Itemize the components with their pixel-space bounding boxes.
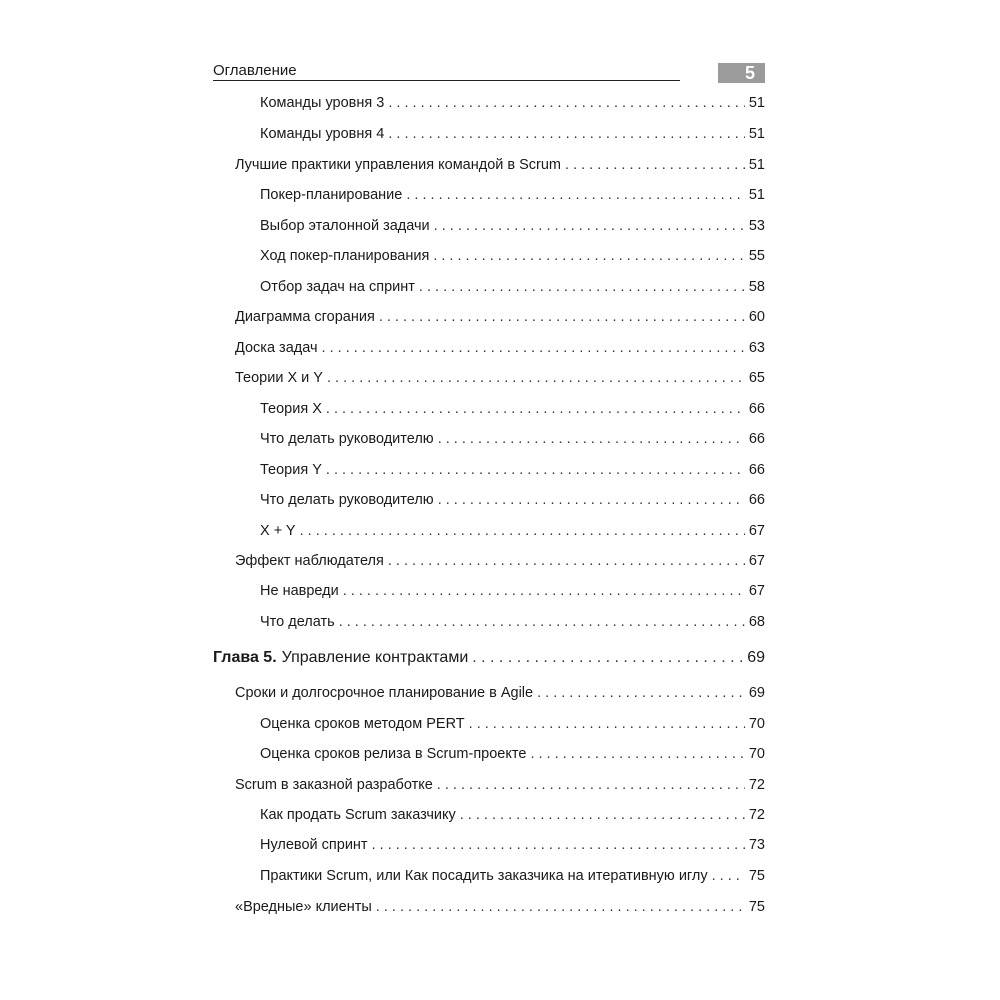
dot-leader: [326, 460, 745, 480]
toc-entry-row: [235, 338, 765, 358]
toc-entry-row: [260, 744, 765, 764]
toc-page-number: 66: [748, 492, 765, 508]
toc-entry-title: Теория X: [260, 401, 322, 417]
toc-page-number: 63: [748, 340, 765, 356]
toc-entry-title: Scrum в заказной разработке: [235, 777, 433, 793]
toc-entry-title: Не навреди: [260, 583, 339, 599]
dot-leader: [322, 338, 745, 358]
toc-page-number: 72: [748, 777, 765, 793]
toc-entry-row: [260, 714, 765, 734]
toc-page-number: 51: [748, 95, 765, 111]
toc-entry-row: [260, 521, 765, 541]
toc-entry-title: Команды уровня 3: [260, 95, 385, 111]
toc-page-number: 66: [748, 401, 765, 417]
toc-entry-title: Команды уровня 4: [260, 126, 385, 142]
toc-entry-row: [260, 185, 765, 205]
dot-leader: [437, 775, 745, 795]
toc-page-number: 51: [748, 157, 765, 173]
toc-page-number: 53: [748, 218, 765, 234]
toc-entry-row: [260, 399, 765, 419]
page-number-badge: 5: [718, 63, 765, 83]
toc-page-number: 67: [748, 523, 765, 539]
toc-entry-row: [235, 307, 765, 327]
toc-entry-row: [235, 897, 765, 917]
dot-leader: [300, 521, 745, 541]
toc-entry-title: Оценка сроков методом PERT: [260, 716, 465, 732]
toc-entry-row: [260, 835, 765, 855]
toc-page-number: 69: [748, 685, 765, 701]
toc-entry-title: Выбор эталонной задачи: [260, 218, 430, 234]
toc-entry-title: Практики Scrum, или Как посадить заказчика на итеративную иглу: [260, 868, 708, 884]
dot-leader: [372, 835, 745, 855]
toc-entry-title: Доска задач: [235, 340, 318, 356]
dot-leader: [388, 124, 745, 144]
toc-entry-row: [235, 683, 765, 703]
dot-leader: [388, 551, 745, 571]
toc-page-number: 70: [748, 746, 765, 762]
toc-entry-title: Диаграмма сгорания: [235, 309, 375, 325]
dot-leader: [460, 805, 745, 825]
dot-leader: [326, 399, 745, 419]
toc-entry-row: [235, 368, 765, 388]
dot-leader: [537, 683, 745, 703]
toc-entry-title: Покер-планирование: [260, 187, 403, 203]
toc-entry-title: Управление контрактами: [281, 649, 469, 666]
toc-page-number: 65: [748, 370, 765, 386]
toc-entry-row: [260, 612, 765, 632]
toc-page-number: 58: [748, 279, 765, 295]
toc-page-number: 73: [748, 837, 765, 853]
toc-page-number: 75: [748, 899, 765, 915]
toc-entry-row: [260, 124, 765, 144]
toc-entry-row: [260, 93, 765, 113]
toc-page-number: 72: [748, 807, 765, 823]
toc-entry-title: Как продать Scrum заказчику: [260, 807, 456, 823]
toc-entry-title: Лучшие практики управления командой в Scrum: [235, 157, 562, 173]
dot-leader: [339, 612, 745, 632]
toc-entry-title: Отбор задач на спринт: [260, 279, 415, 295]
dot-leader: [469, 714, 745, 734]
dot-leader: [434, 216, 745, 236]
toc-page-number: 51: [748, 126, 765, 142]
toc-entry-row: [235, 775, 765, 795]
toc-page-number: 70: [748, 716, 765, 732]
dot-leader: [388, 93, 745, 113]
header-title: Оглавление: [213, 62, 297, 79]
dot-leader: [343, 581, 745, 601]
toc-entry-row: [235, 155, 765, 175]
toc-page-number: 60: [748, 309, 765, 325]
toc-entry-row: [260, 429, 765, 449]
toc-page-number: 68: [748, 614, 765, 630]
toc-entry-title: Что делать руководителю: [260, 431, 434, 447]
toc-entry-row: [260, 216, 765, 236]
chapter-label: Глава 5.: [213, 649, 277, 666]
toc-entry-title: Теории X и Y: [235, 370, 323, 386]
toc-page-number: 69: [747, 649, 765, 666]
toc-entry-title: Теория Y: [260, 462, 322, 478]
toc-entry-title: Оценка сроков релиза в Scrum-проекте: [260, 746, 527, 762]
dot-leader: [376, 897, 745, 917]
toc-entry-title: Сроки и долгосрочное планирование в Agile: [235, 685, 534, 701]
dot-leader: [406, 185, 745, 205]
toc-page-number: 66: [748, 431, 765, 447]
toc-entry-row: [235, 551, 765, 571]
toc-page-number: 66: [748, 462, 765, 478]
dot-leader: [379, 307, 745, 327]
toc-entry-title: X + Y: [260, 523, 296, 539]
toc-entry-title: Нулевой спринт: [260, 837, 368, 853]
dot-leader: [438, 429, 745, 449]
dot-leader: [472, 648, 743, 668]
toc-entry-title: Что делать: [260, 614, 335, 630]
toc-entry-title: Эффект наблюдателя: [235, 553, 384, 569]
toc-entry-title: Что делать руководителю: [260, 492, 434, 508]
toc-page-number: 67: [748, 553, 765, 569]
dot-leader: [438, 490, 745, 510]
toc-page-number: 67: [748, 583, 765, 599]
dot-leader: [419, 277, 745, 297]
toc-page-number: 75: [748, 868, 765, 884]
toc-page-number: 51: [748, 187, 765, 203]
dot-leader: [712, 866, 745, 886]
toc-entry-row: [260, 460, 765, 480]
toc-entry-row: [260, 581, 765, 601]
toc-entry-row: [260, 246, 765, 266]
toc-entry-row: [260, 490, 765, 510]
dot-leader: [433, 246, 745, 266]
toc-entry-row: [260, 866, 765, 886]
toc-entry-title: Ход покер-планирования: [260, 248, 430, 264]
toc-entry-row: [260, 277, 765, 297]
toc-entry-row: [260, 805, 765, 825]
toc-page-number: 55: [748, 248, 765, 264]
toc-chapter-row: [213, 648, 765, 668]
dot-leader: [327, 368, 745, 388]
dot-leader: [565, 155, 745, 175]
toc-entry-title: «Вредные» клиенты: [235, 899, 372, 915]
dot-leader: [530, 744, 744, 764]
